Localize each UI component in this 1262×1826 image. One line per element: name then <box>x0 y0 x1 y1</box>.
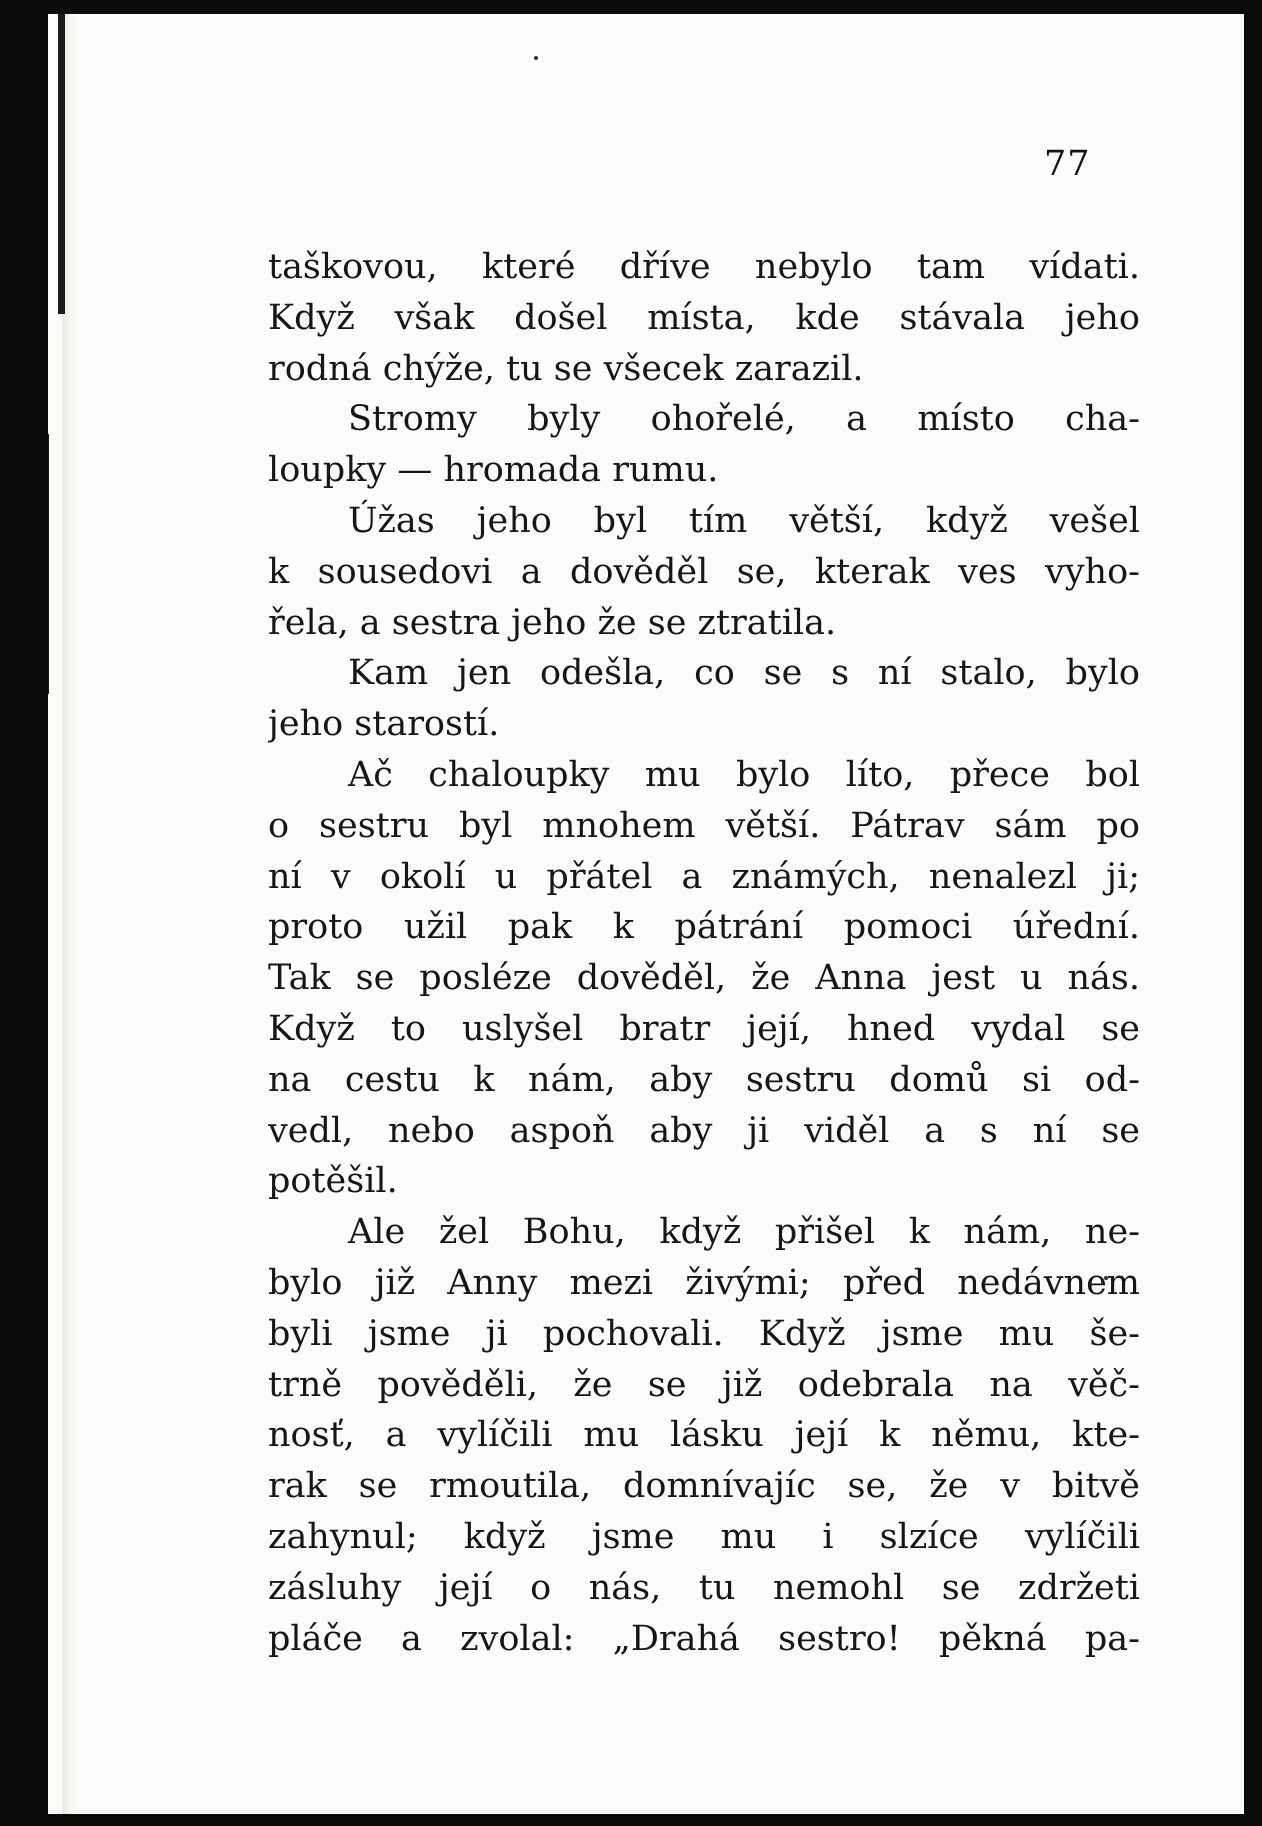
text-line: rodná chýže, tu se všecek zarazil. <box>268 348 864 389</box>
page-number: 77 <box>1044 144 1091 184</box>
text-line: o sestru byl mnohem větší. Pátrav sám po <box>268 805 1140 846</box>
text-line: řela, a sestra jeho že se ztratila. <box>268 602 837 643</box>
text-line: proto užil pak k pátrání pomoci úřední. <box>268 907 1140 948</box>
text-line: nosť, a vylíčili mu lásku její k němu, kte- <box>268 1415 1140 1456</box>
text-line: pláče a zvolal: „Drahá sestro! pěkná pa- <box>268 1618 1140 1659</box>
text-line: ní v okolí u přátel a známých, nenalezl ji; <box>268 856 1140 897</box>
binding-mark <box>48 434 49 694</box>
text-line: Když to uslyšel bratr její, hned vydal se <box>268 1008 1140 1049</box>
text-line: Úžas jeho byl tím větší, když vešel <box>348 500 1140 541</box>
binding-mark <box>58 14 65 314</box>
text-line: zásluhy její o nás, tu nemohl se zdržeti <box>268 1567 1140 1608</box>
text-line: na cestu k nám, aby sestru domů si od- <box>268 1059 1140 1100</box>
text-line: byli jsme ji pochovali. Když jsme mu še- <box>268 1313 1140 1354</box>
text-line: Tak se posléze dověděl, že Anna jest u nás. <box>268 958 1140 999</box>
text-line: rak se rmoutila, domnívajíc se, že v bitvě <box>268 1466 1140 1507</box>
text-line: Když však došel místa, kde stávala jeho <box>268 297 1140 338</box>
text-line: Stromy byly ohořelé, a místo cha- <box>348 399 1140 440</box>
text-line: vedl, nebo aspoň aby ji viděl a s ní se <box>268 1110 1140 1151</box>
print-speck <box>534 56 538 60</box>
text-line: loupky — hromada rumu. <box>268 450 719 491</box>
text-line: bylo již Anny mezi živými; před nedávnem <box>268 1262 1140 1303</box>
text-line: potěšil. <box>268 1161 398 1202</box>
text-line: Kam jen odešla, co se s ní stalo, bylo <box>348 653 1140 694</box>
text-line: taškovou, které dříve nebylo tam vídati. <box>268 247 1140 287</box>
body-text <box>268 242 1140 1664</box>
text-line: k sousedovi a dověděl se, kterak ves vyho- <box>268 551 1140 592</box>
text-line: trně pověděli, že se již odebrala na věč- <box>268 1364 1140 1405</box>
text-line: jeho starostí. <box>268 704 500 745</box>
book-page <box>48 14 1244 1814</box>
text-line: Ale žel Bohu, když přišel k nám, ne- <box>348 1212 1140 1253</box>
text-line: Ač chaloupky mu bylo líto, přece bol <box>348 754 1140 795</box>
text-line: zahynul; když jsme mu i slzíce vylíčili <box>268 1516 1140 1557</box>
